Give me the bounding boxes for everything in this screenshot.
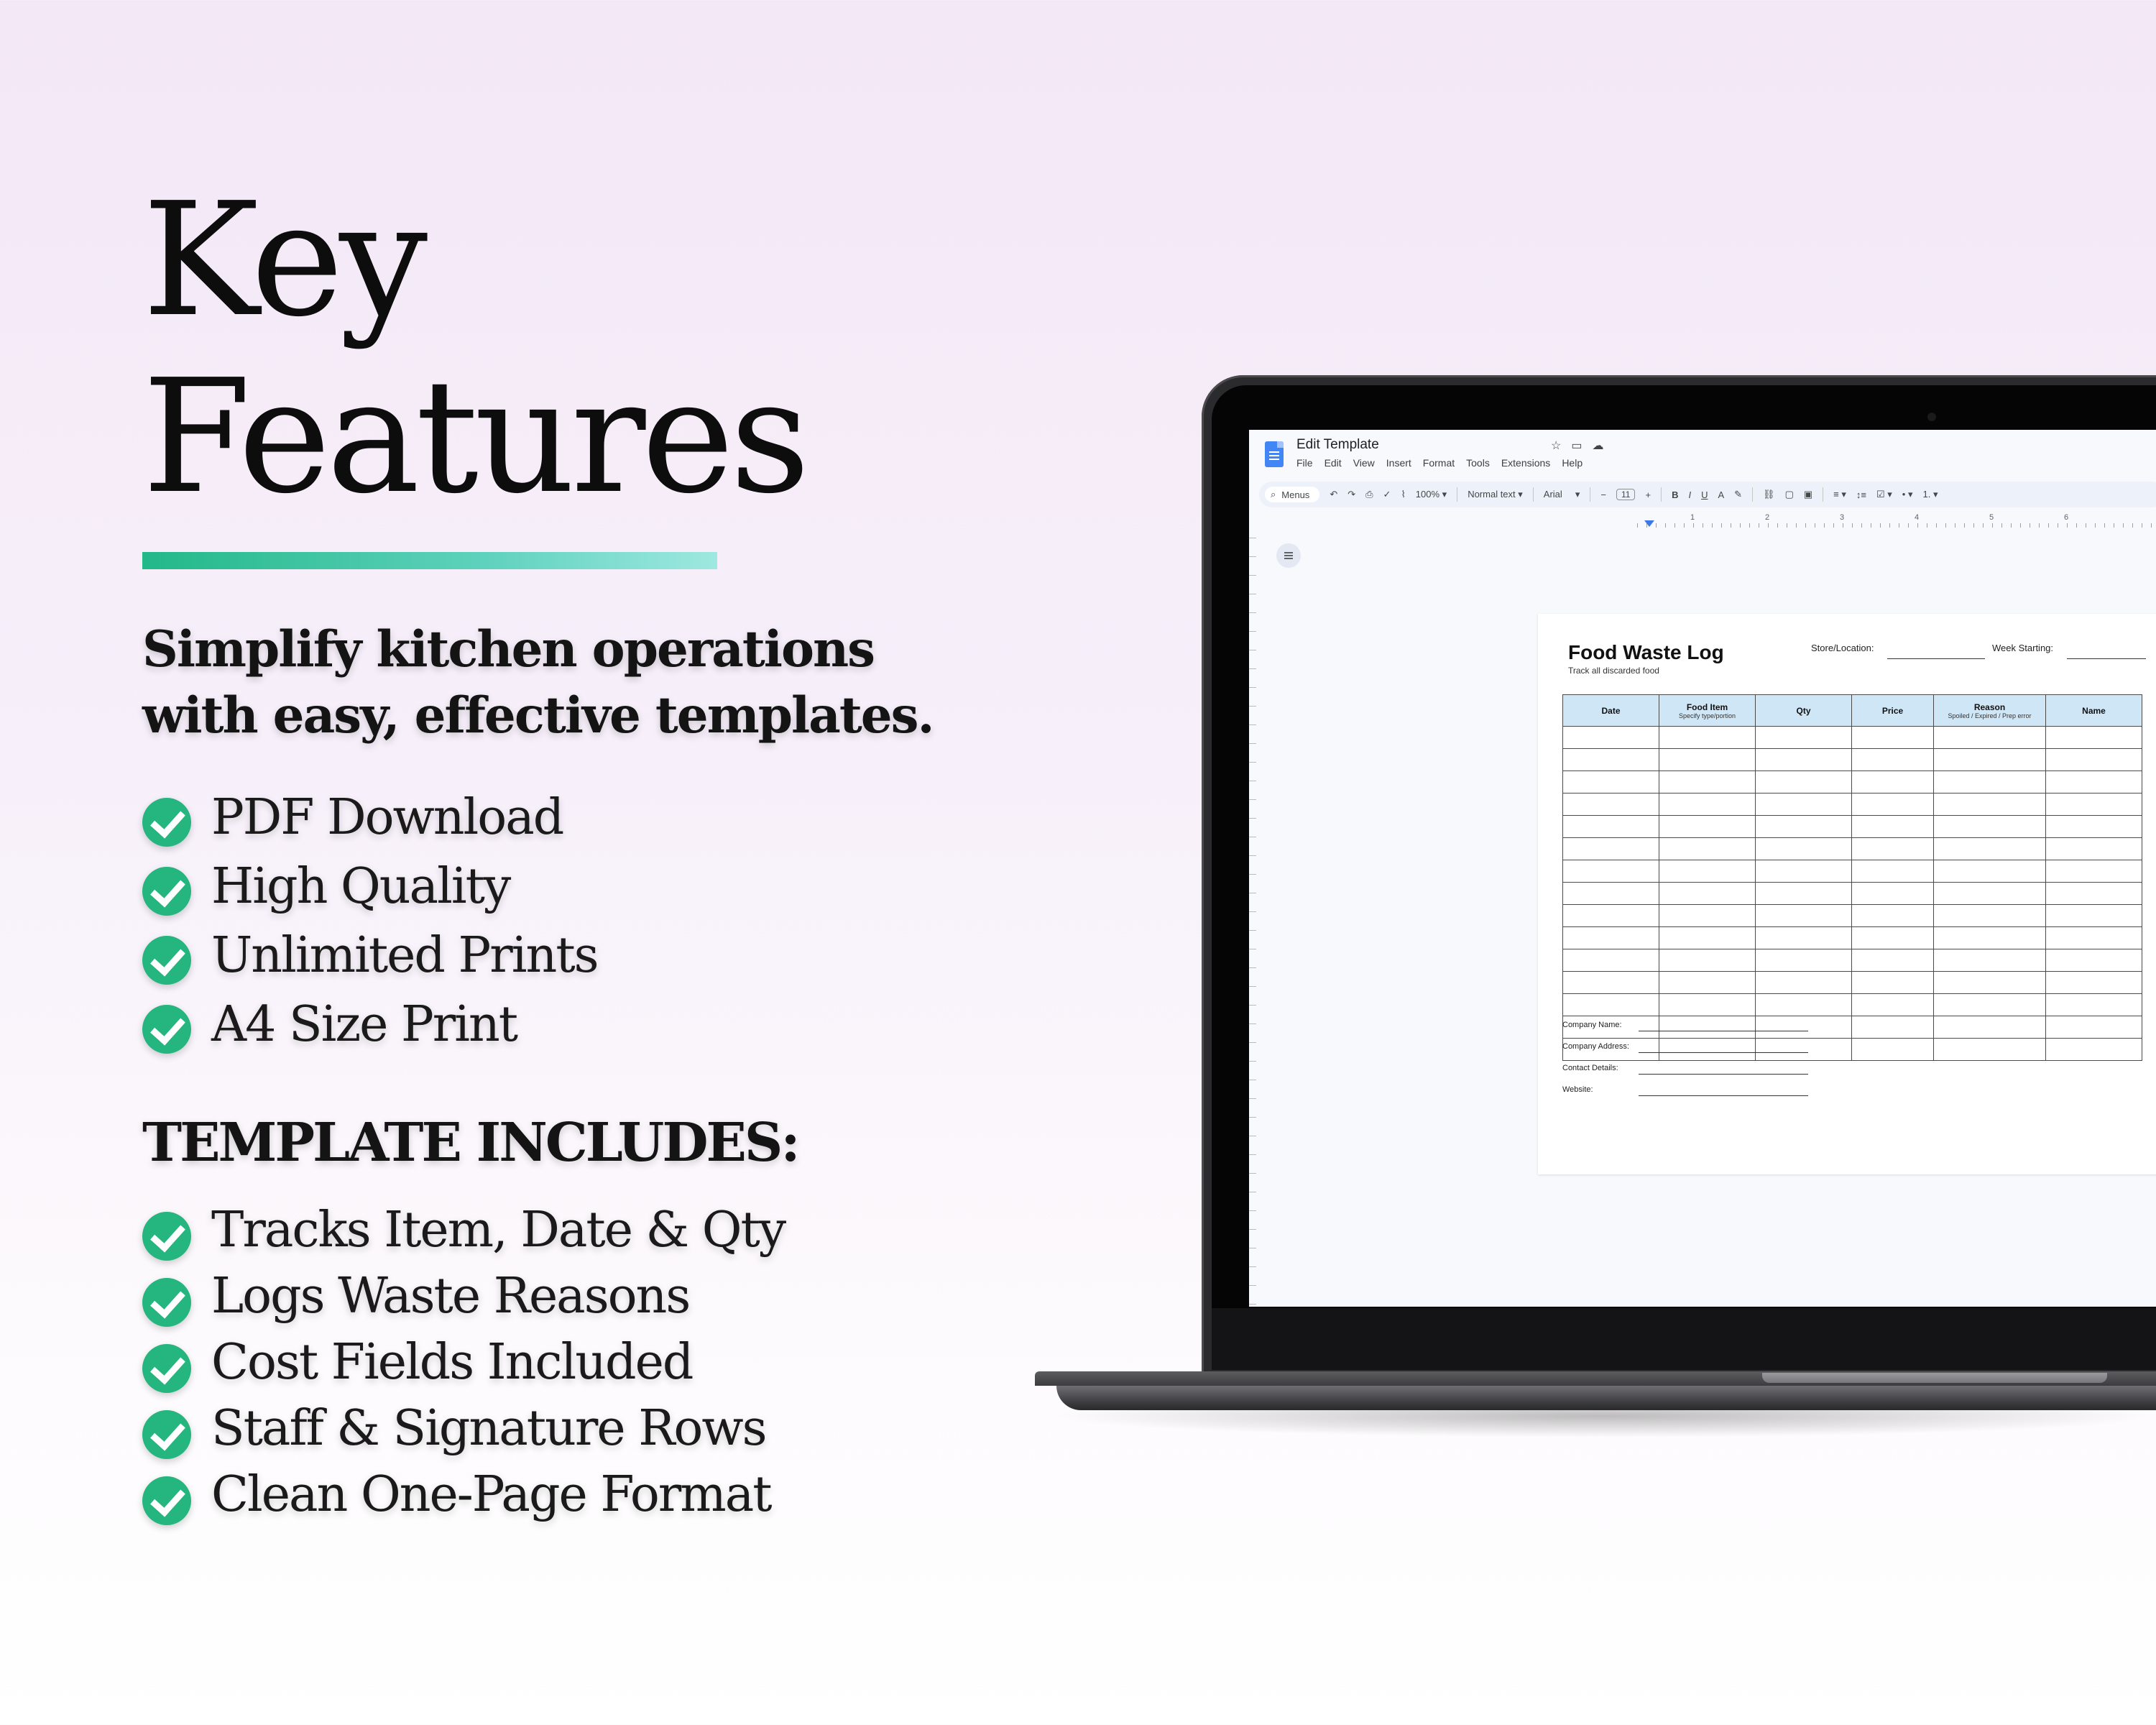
waste-log-table[interactable] bbox=[1562, 694, 2142, 1061]
check-icon bbox=[142, 798, 191, 847]
table-cell[interactable] bbox=[1934, 905, 2046, 927]
menu-format[interactable]: Format bbox=[1422, 457, 1455, 469]
menu-tools[interactable]: Tools bbox=[1466, 457, 1490, 469]
menu-file[interactable]: File bbox=[1296, 457, 1313, 469]
table-cell[interactable] bbox=[1659, 838, 1756, 860]
company-details bbox=[1562, 1016, 1807, 1103]
log-subtitle: Track all discarded food bbox=[1568, 666, 1659, 676]
line-spacing-icon[interactable]: ↕≡ bbox=[1856, 489, 1866, 500]
zoom-select[interactable]: 100% ▾ bbox=[1415, 489, 1447, 500]
page-title bbox=[142, 172, 1005, 526]
tagline-line-2: with easy, effective templates. bbox=[142, 686, 934, 745]
table-row bbox=[1563, 905, 2142, 927]
company-field-line[interactable] bbox=[1639, 1052, 1808, 1053]
table-cell[interactable] bbox=[1934, 927, 2046, 949]
font-select[interactable]: Arial ▾ bbox=[1543, 489, 1580, 500]
table-row bbox=[1563, 838, 2142, 860]
week-label: Week Starting: bbox=[1992, 643, 2054, 653]
includes-label: Staff & Signature Rows bbox=[211, 1400, 766, 1457]
search-menus-button[interactable] bbox=[1265, 487, 1319, 502]
camera-icon bbox=[1927, 413, 1936, 421]
italic-button[interactable]: I bbox=[1688, 489, 1692, 500]
ruler-number: 3 bbox=[1840, 513, 1845, 522]
image-icon[interactable]: ▣ bbox=[1803, 489, 1813, 500]
ruler-ticks bbox=[1637, 523, 2156, 528]
table-row bbox=[1563, 949, 2142, 972]
column-header bbox=[1563, 695, 1659, 727]
table-cell[interactable] bbox=[2046, 749, 2142, 771]
includes-label: Clean One-Page Format bbox=[211, 1466, 771, 1523]
table-cell[interactable] bbox=[2046, 727, 2142, 749]
table-cell[interactable] bbox=[1852, 749, 1934, 771]
table-cell[interactable] bbox=[2046, 771, 2142, 794]
undo-icon[interactable]: ↶ bbox=[1330, 489, 1338, 500]
company-field bbox=[1562, 1081, 1807, 1103]
column-header bbox=[2046, 695, 2142, 727]
check-icon bbox=[142, 1410, 191, 1459]
table-row bbox=[1563, 771, 2142, 794]
table-cell[interactable] bbox=[1852, 883, 1934, 905]
table-cell[interactable] bbox=[1852, 927, 1934, 949]
menu-insert[interactable]: Insert bbox=[1386, 457, 1411, 469]
tagline-line-1: Simplify kitchen operations bbox=[142, 620, 875, 678]
table-cell[interactable] bbox=[1563, 994, 1659, 1016]
table-cell[interactable] bbox=[1756, 883, 1852, 905]
table-cell[interactable] bbox=[1852, 1039, 1934, 1061]
store-label: Store/Location: bbox=[1811, 643, 1874, 653]
table-cell[interactable] bbox=[2046, 838, 2142, 860]
menu-bar bbox=[1296, 457, 1583, 469]
check-icon bbox=[142, 1476, 191, 1525]
laptop-screen bbox=[1249, 430, 2156, 1307]
vertical-ruler[interactable] bbox=[1249, 538, 1256, 1307]
font-value: Arial bbox=[1543, 489, 1562, 500]
table-cell[interactable] bbox=[1934, 727, 2046, 749]
table-cell[interactable] bbox=[1659, 771, 1756, 794]
column-header bbox=[1756, 695, 1852, 727]
table-row bbox=[1563, 972, 2142, 994]
table-cell[interactable] bbox=[1852, 838, 1934, 860]
includes-label: Logs Waste Reasons bbox=[211, 1268, 690, 1325]
numbered-list-icon[interactable]: 1. ▾ bbox=[1922, 489, 1938, 500]
table-cell[interactable] bbox=[1563, 838, 1659, 860]
table-cell[interactable] bbox=[1756, 816, 1852, 838]
check-icon bbox=[142, 1344, 191, 1393]
bold-button[interactable]: B bbox=[1672, 489, 1679, 500]
redo-icon[interactable]: ↷ bbox=[1348, 489, 1356, 500]
table-row bbox=[1563, 727, 2142, 749]
column-header bbox=[1934, 695, 2046, 727]
table-cell[interactable] bbox=[1563, 816, 1659, 838]
column-label: Qty bbox=[1796, 705, 1811, 716]
table-cell[interactable] bbox=[1563, 905, 1659, 927]
table-cell[interactable] bbox=[1659, 816, 1756, 838]
docs-toolbar bbox=[1259, 482, 2156, 507]
feature-item bbox=[142, 783, 1005, 852]
table-row bbox=[1563, 994, 2142, 1016]
includes-item bbox=[142, 1264, 1005, 1330]
table-cell[interactable] bbox=[1659, 794, 1756, 816]
table-cell[interactable] bbox=[1852, 994, 1934, 1016]
check-icon bbox=[142, 867, 191, 916]
table-cell[interactable] bbox=[1934, 794, 2046, 816]
docs-logo-icon[interactable] bbox=[1265, 441, 1284, 467]
laptop-notch bbox=[1762, 1373, 2107, 1383]
table-cell[interactable] bbox=[1934, 816, 2046, 838]
table-cell[interactable] bbox=[1659, 749, 1756, 771]
company-field-line[interactable] bbox=[1639, 1095, 1808, 1096]
table-header-row bbox=[1563, 695, 2142, 727]
paint-format-icon[interactable]: ⌇ bbox=[1401, 489, 1406, 500]
table-cell[interactable] bbox=[1756, 949, 1852, 972]
feature-item bbox=[142, 852, 1005, 921]
column-label: Food Item bbox=[1686, 702, 1728, 712]
table-cell[interactable] bbox=[1756, 771, 1852, 794]
tagline bbox=[142, 617, 1005, 749]
table-cell[interactable] bbox=[1852, 794, 1934, 816]
table-cell[interactable] bbox=[1934, 1016, 2046, 1039]
checklist-icon[interactable]: ☑ ▾ bbox=[1876, 489, 1892, 500]
includes-item bbox=[142, 1197, 1005, 1264]
feature-item bbox=[142, 921, 1005, 990]
table-cell[interactable] bbox=[2046, 883, 2142, 905]
search-icon: ⌕ bbox=[1271, 489, 1276, 500]
table-cell[interactable] bbox=[2046, 905, 2142, 927]
company-field-label: Contact Details: bbox=[1562, 1064, 1618, 1072]
company-field-label: Website: bbox=[1562, 1085, 1593, 1094]
toolbar-divider bbox=[1661, 487, 1662, 502]
includes-item bbox=[142, 1330, 1005, 1396]
column-label: Date bbox=[1601, 705, 1621, 716]
title-icons bbox=[1551, 438, 1613, 453]
font-size-input[interactable]: 11 bbox=[1616, 489, 1635, 500]
search-menus-label: Menus bbox=[1281, 489, 1310, 500]
table-cell[interactable] bbox=[1756, 972, 1852, 994]
text-color-icon[interactable]: A bbox=[1718, 489, 1725, 500]
table-cell[interactable] bbox=[1934, 883, 2046, 905]
table-row bbox=[1563, 927, 2142, 949]
table-cell[interactable] bbox=[1659, 994, 1756, 1016]
menu-view[interactable]: View bbox=[1353, 457, 1375, 469]
includes-title: TEMPLATE INCLUDES: bbox=[142, 1112, 798, 1174]
table-cell[interactable] bbox=[1934, 994, 2046, 1016]
table-cell[interactable] bbox=[1756, 727, 1852, 749]
toolbar-divider bbox=[1533, 487, 1534, 502]
company-field bbox=[1562, 1059, 1807, 1081]
company-field-label: Company Address: bbox=[1562, 1042, 1629, 1051]
feature-label: Unlimited Prints bbox=[211, 927, 598, 984]
laptop-base-lip bbox=[1056, 1386, 2156, 1410]
table-cell[interactable] bbox=[1756, 905, 1852, 927]
includes-item bbox=[142, 1396, 1005, 1462]
table-cell[interactable] bbox=[2046, 949, 2142, 972]
table-cell[interactable] bbox=[1852, 949, 1934, 972]
table-cell[interactable] bbox=[1756, 749, 1852, 771]
table-cell[interactable] bbox=[1659, 860, 1756, 883]
table-cell[interactable] bbox=[1852, 771, 1934, 794]
check-icon bbox=[142, 1005, 191, 1054]
document-outline-icon[interactable] bbox=[1276, 543, 1301, 568]
table-cell[interactable] bbox=[1852, 816, 1934, 838]
zoom-value: 100% bbox=[1415, 489, 1440, 500]
link-icon[interactable]: ⛓ bbox=[1763, 489, 1775, 500]
docs-titlebar bbox=[1249, 430, 2156, 473]
table-cell[interactable] bbox=[1934, 838, 2046, 860]
table-cell[interactable] bbox=[1659, 949, 1756, 972]
table-cell[interactable] bbox=[2046, 794, 2142, 816]
table-cell[interactable] bbox=[2046, 994, 2142, 1016]
table-body bbox=[1563, 727, 2142, 1061]
cloud-icon[interactable]: ☁ bbox=[1592, 440, 1614, 452]
table-cell[interactable] bbox=[1659, 727, 1756, 749]
table-cell[interactable] bbox=[1934, 749, 2046, 771]
table-cell[interactable] bbox=[1756, 794, 1852, 816]
column-hint: Spoiled / Expired / Prep error bbox=[1948, 712, 2032, 719]
table-cell[interactable] bbox=[1659, 883, 1756, 905]
table-row bbox=[1563, 794, 2142, 816]
table-cell[interactable] bbox=[1852, 727, 1934, 749]
title-line-2: Features bbox=[142, 346, 806, 528]
company-field-label: Company Name: bbox=[1562, 1021, 1622, 1029]
column-label: Price bbox=[1881, 705, 1904, 716]
table-cell[interactable] bbox=[1934, 1039, 2046, 1061]
table-row bbox=[1563, 860, 2142, 883]
document-page[interactable] bbox=[1538, 614, 2156, 1174]
feature-list bbox=[142, 783, 1005, 1059]
table-cell[interactable] bbox=[1563, 749, 1659, 771]
menu-extensions[interactable]: Extensions bbox=[1501, 457, 1551, 469]
store-input-line[interactable] bbox=[1887, 658, 1985, 659]
table-cell[interactable] bbox=[1659, 905, 1756, 927]
includes-list bbox=[142, 1197, 1005, 1528]
horizontal-ruler[interactable] bbox=[1249, 513, 2156, 529]
title-line-1: Key bbox=[142, 170, 424, 351]
ruler-number: 2 bbox=[1765, 513, 1770, 522]
table-cell[interactable] bbox=[1852, 860, 1934, 883]
table-cell[interactable] bbox=[1563, 927, 1659, 949]
table-cell[interactable] bbox=[1659, 927, 1756, 949]
table-cell[interactable] bbox=[1756, 927, 1852, 949]
feature-label: PDF Download bbox=[211, 789, 563, 846]
decrease-font-icon[interactable]: − bbox=[1600, 489, 1606, 500]
print-icon[interactable]: ⎙ bbox=[1365, 489, 1373, 500]
ruler-number: 5 bbox=[1989, 513, 1994, 522]
bulleted-list-icon[interactable]: • ▾ bbox=[1902, 489, 1913, 500]
table-row bbox=[1563, 883, 2142, 905]
column-header bbox=[1852, 695, 1934, 727]
increase-font-icon[interactable]: + bbox=[1645, 489, 1651, 500]
style-value: Normal text bbox=[1468, 489, 1516, 500]
table-cell[interactable] bbox=[1659, 972, 1756, 994]
table-cell[interactable] bbox=[2046, 816, 2142, 838]
column-header bbox=[1659, 695, 1756, 727]
laptop-chin bbox=[1212, 1308, 2156, 1370]
column-label: Name bbox=[2082, 705, 2106, 716]
table-cell[interactable] bbox=[1563, 771, 1659, 794]
ruler-number: 6 bbox=[2064, 513, 2069, 522]
feature-item bbox=[142, 990, 1005, 1059]
table-cell[interactable] bbox=[1563, 883, 1659, 905]
table-cell[interactable] bbox=[2046, 927, 2142, 949]
column-hint: Specify type/portion bbox=[1678, 712, 1736, 719]
log-title: Food Waste Log bbox=[1568, 641, 1724, 663]
week-input-line[interactable] bbox=[2067, 658, 2146, 659]
table-row bbox=[1563, 749, 2142, 771]
menu-edit[interactable]: Edit bbox=[1324, 457, 1342, 469]
style-select[interactable]: Normal text ▾ bbox=[1468, 489, 1523, 500]
ruler-number: 4 bbox=[1915, 513, 1920, 522]
table-cell[interactable] bbox=[1563, 949, 1659, 972]
feature-label: A4 Size Print bbox=[211, 996, 517, 1053]
table-cell[interactable] bbox=[2046, 1016, 2142, 1039]
align-icon[interactable]: ≡ ▾ bbox=[1833, 489, 1846, 500]
comment-icon[interactable]: ▢ bbox=[1784, 489, 1794, 500]
column-label: Reason bbox=[1973, 702, 2006, 712]
table-cell[interactable] bbox=[1934, 949, 2046, 972]
table-row bbox=[1563, 816, 2142, 838]
table-cell[interactable] bbox=[1563, 727, 1659, 749]
table-cell[interactable] bbox=[1563, 972, 1659, 994]
accent-divider bbox=[142, 552, 717, 569]
check-icon bbox=[142, 1212, 191, 1261]
table-cell[interactable] bbox=[1852, 1016, 1934, 1039]
feature-label: High Quality bbox=[211, 858, 510, 915]
toolbar-divider bbox=[1752, 487, 1753, 502]
table-cell[interactable] bbox=[1756, 838, 1852, 860]
table-cell[interactable] bbox=[1563, 794, 1659, 816]
company-field bbox=[1562, 1038, 1807, 1059]
includes-item bbox=[142, 1462, 1005, 1528]
table-cell[interactable] bbox=[1934, 860, 2046, 883]
document-title[interactable]: Edit Template bbox=[1296, 437, 1379, 452]
spellcheck-icon[interactable]: ✓ bbox=[1383, 489, 1391, 500]
indent-marker-icon[interactable] bbox=[1644, 520, 1654, 527]
star-icon[interactable]: ☆ bbox=[1551, 440, 1572, 452]
table-cell[interactable] bbox=[1852, 905, 1934, 927]
table-cell[interactable] bbox=[2046, 1039, 2142, 1061]
table-cell[interactable] bbox=[1563, 860, 1659, 883]
highlight-icon[interactable]: ✎ bbox=[1734, 489, 1743, 500]
includes-label: Tracks Item, Date & Qty bbox=[211, 1202, 786, 1259]
check-icon bbox=[142, 936, 191, 985]
table-cell[interactable] bbox=[1756, 860, 1852, 883]
company-field-line[interactable] bbox=[1639, 1074, 1808, 1075]
table-cell[interactable] bbox=[2046, 860, 2142, 883]
table-cell[interactable] bbox=[1756, 994, 1852, 1016]
company-field bbox=[1562, 1016, 1807, 1038]
menu-help[interactable]: Help bbox=[1562, 457, 1583, 469]
move-folder-icon[interactable]: ▭ bbox=[1571, 440, 1593, 452]
ruler-number: 1 bbox=[1690, 513, 1695, 522]
table-cell[interactable] bbox=[2046, 972, 2142, 994]
table-cell[interactable] bbox=[1934, 972, 2046, 994]
underline-button[interactable]: U bbox=[1701, 489, 1708, 500]
check-icon bbox=[142, 1278, 191, 1327]
table-cell[interactable] bbox=[1934, 771, 2046, 794]
includes-label: Cost Fields Included bbox=[211, 1334, 693, 1391]
table-cell[interactable] bbox=[1852, 972, 1934, 994]
